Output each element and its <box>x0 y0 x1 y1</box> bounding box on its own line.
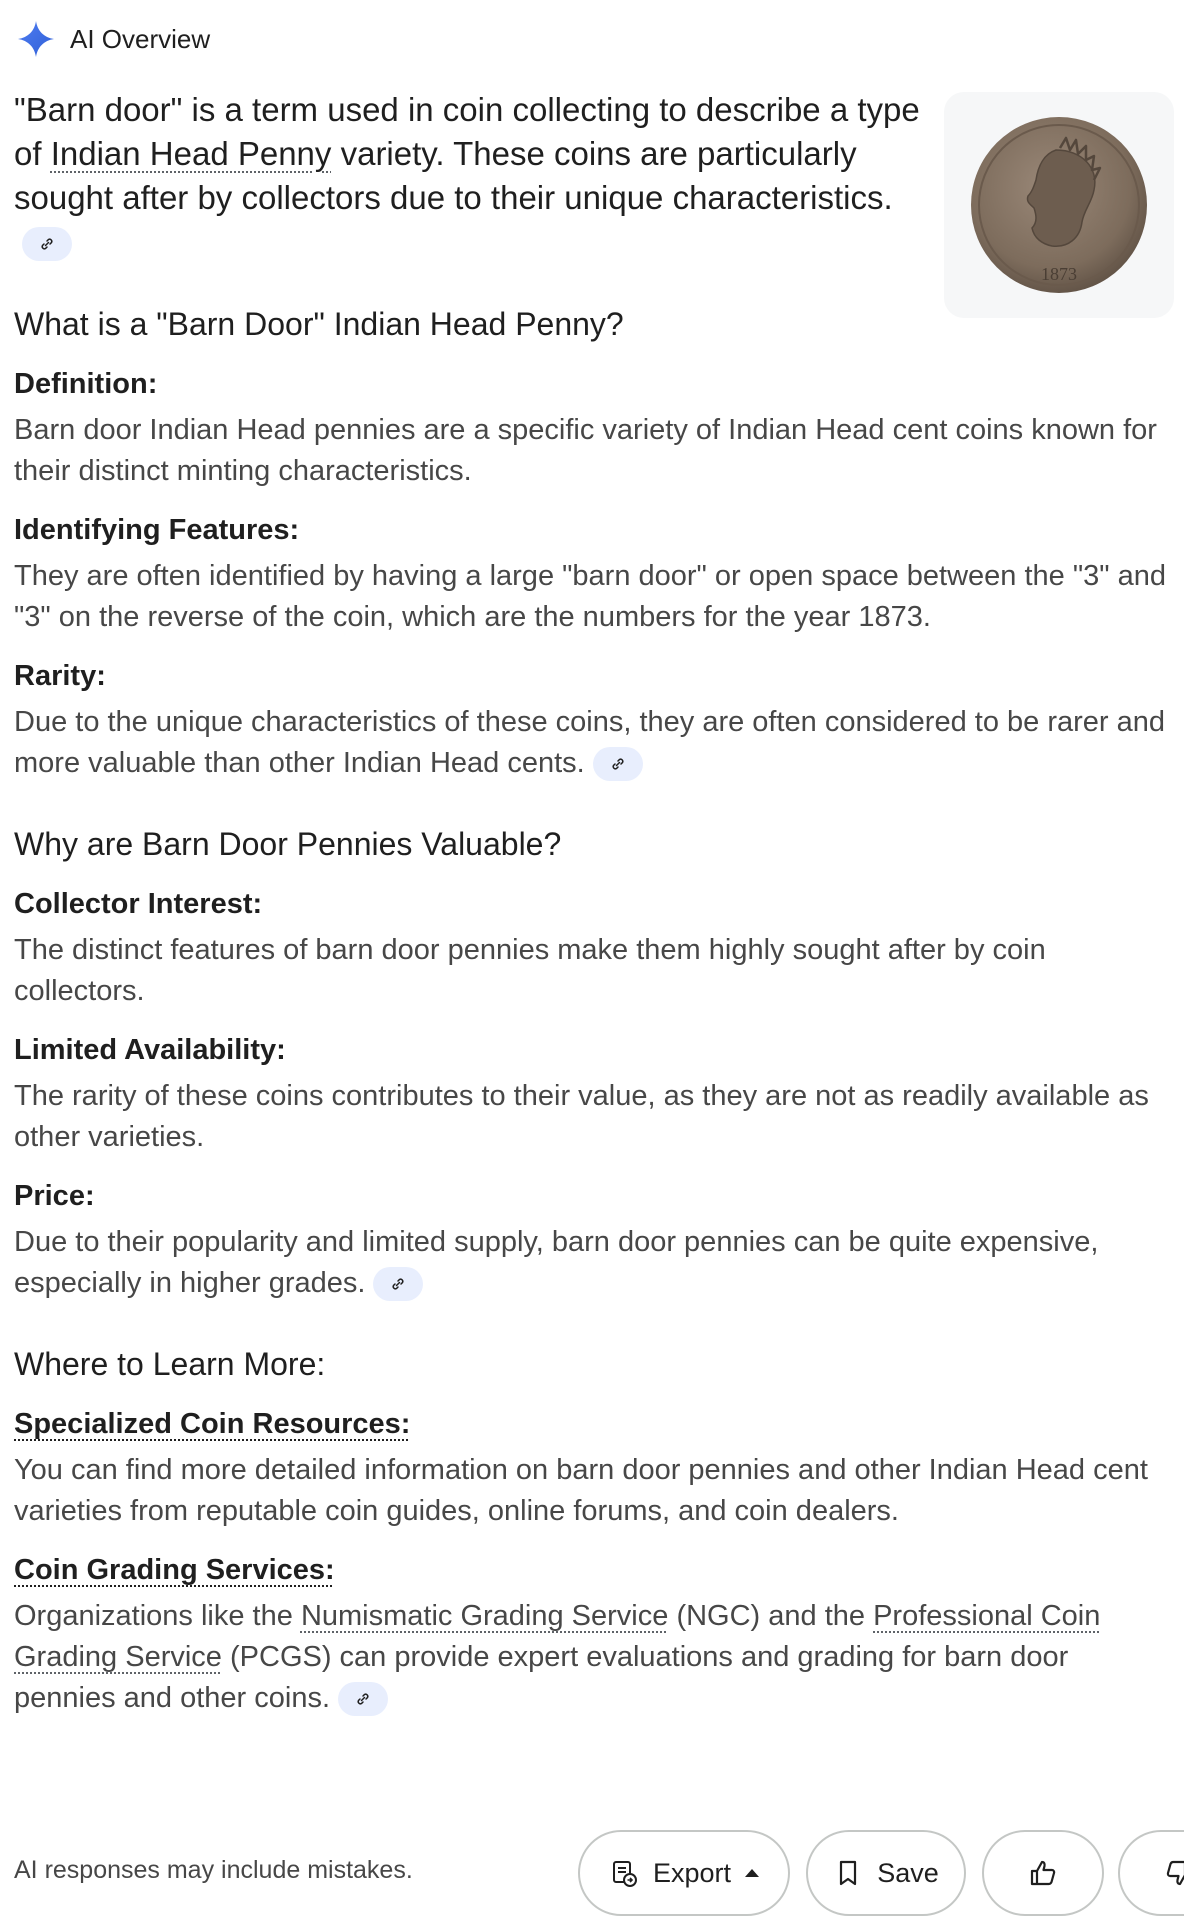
thumbs-down-icon <box>1164 1858 1184 1888</box>
item-title-coin-grading-services[interactable]: Coin Grading Services: <box>14 1554 335 1586</box>
item-title-rarity: Rarity: <box>14 660 106 692</box>
export-doc-icon <box>609 1858 639 1888</box>
item-title-price: Price: <box>14 1180 95 1212</box>
ai-overview-title: AI Overview <box>70 23 211 54</box>
grading-text-2: (NGC) and the <box>668 1600 874 1632</box>
citation-chip[interactable] <box>593 747 643 781</box>
item-body-rarity-wrap <box>14 702 1174 784</box>
caret-up-icon <box>745 1869 759 1877</box>
item-body-identifying-features: They are often identified by having a large "barn door" or open space between the "3" and "3" on the reverse of the coin, which are the numbers for the year 1873. <box>14 560 1166 633</box>
item-title-identifying-features: Identifying Features: <box>14 514 300 546</box>
ai-overview-header <box>16 18 210 60</box>
export-button[interactable] <box>578 1830 790 1916</box>
item-body-coin-grading-services <box>14 1596 1174 1719</box>
item-body-price: Due to their popularity and limited supply, barn door pennies can be quite expensive, especially in higher grades. <box>14 1226 1099 1299</box>
indian-head-penny-link[interactable]: Indian Head Penny <box>50 135 332 172</box>
link-icon <box>609 755 627 773</box>
thumbs-up-icon <box>1028 1858 1058 1888</box>
item-title-definition: Definition: <box>14 368 158 400</box>
save-button[interactable] <box>806 1830 966 1916</box>
link-icon <box>389 1275 407 1293</box>
thumbs-up-button[interactable] <box>982 1830 1104 1916</box>
export-label: Export <box>652 1857 732 1888</box>
section-heading-what-is: What is a "Barn Door" Indian Head Penny? <box>14 306 624 342</box>
coin-thumbnail[interactable] <box>944 92 1174 318</box>
item-body-definition: Barn door Indian Head pennies are a specific variety of Indian Head cent coins known for their distinct minting characteristics. <box>14 414 1157 487</box>
coin-year-text: 1873 <box>1041 264 1077 284</box>
link-icon <box>354 1690 372 1708</box>
save-label: Save <box>877 1857 939 1888</box>
item-body-price-wrap <box>14 1222 1174 1304</box>
citation-chip[interactable] <box>373 1267 423 1301</box>
overview-footer <box>14 1826 1174 1918</box>
intro-text-after: variety. These coins are particularly sought after by collectors due to their unique characteristics. <box>14 135 893 216</box>
indian-head-penny-image <box>964 110 1154 300</box>
item-title-collector-interest: Collector Interest: <box>14 888 263 920</box>
overview-content <box>14 300 1174 1719</box>
intro-paragraph <box>14 88 934 264</box>
item-body-collector-interest: The distinct features of barn door pennies make them highly sought after by coin collectors. <box>14 934 1046 1007</box>
thumbs-down-button[interactable] <box>1118 1830 1184 1916</box>
item-title-limited-availability: Limited Availability: <box>14 1034 286 1066</box>
item-title-specialized-coin-resources[interactable]: Specialized Coin Resources: <box>14 1408 411 1440</box>
grading-text-3: (PCGS) can provide expert evaluations and grading for barn door pennies and other coins. <box>14 1641 1069 1714</box>
item-body-rarity: Due to the unique characteristics of these coins, they are often considered to be rarer and more valuable than other Indian Head cents. <box>14 706 1166 779</box>
link-icon <box>38 235 56 253</box>
disclaimer-note: AI responses may include mistakes. <box>14 1856 413 1884</box>
citation-chip[interactable] <box>338 1682 388 1716</box>
sparkle-icon <box>16 19 56 59</box>
intro-text-before: "Barn door" is a term used in coin collecting to describe a type of <box>14 91 920 172</box>
pcgs-link[interactable]: Professional Coin Grading Service <box>14 1600 1101 1673</box>
section-heading-learn-more: Where to Learn More: <box>14 1346 326 1382</box>
item-body-specialized-coin-resources: You can find more detailed information on barn door pennies and other Indian Head cent varieties from reputable coin guides, online forums, and coin dealers. <box>14 1454 1148 1527</box>
grading-text-1: Organizations like the <box>14 1600 301 1632</box>
section-heading-why-valuable: Why are Barn Door Pennies Valuable? <box>14 826 562 862</box>
item-body-limited-availability: The rarity of these coins contributes to their value, as they are not as readily available as other varieties. <box>14 1080 1149 1153</box>
ngc-link[interactable]: Numismatic Grading Service <box>300 1600 669 1632</box>
citation-chip[interactable] <box>22 227 72 261</box>
bookmark-icon <box>833 1858 863 1888</box>
